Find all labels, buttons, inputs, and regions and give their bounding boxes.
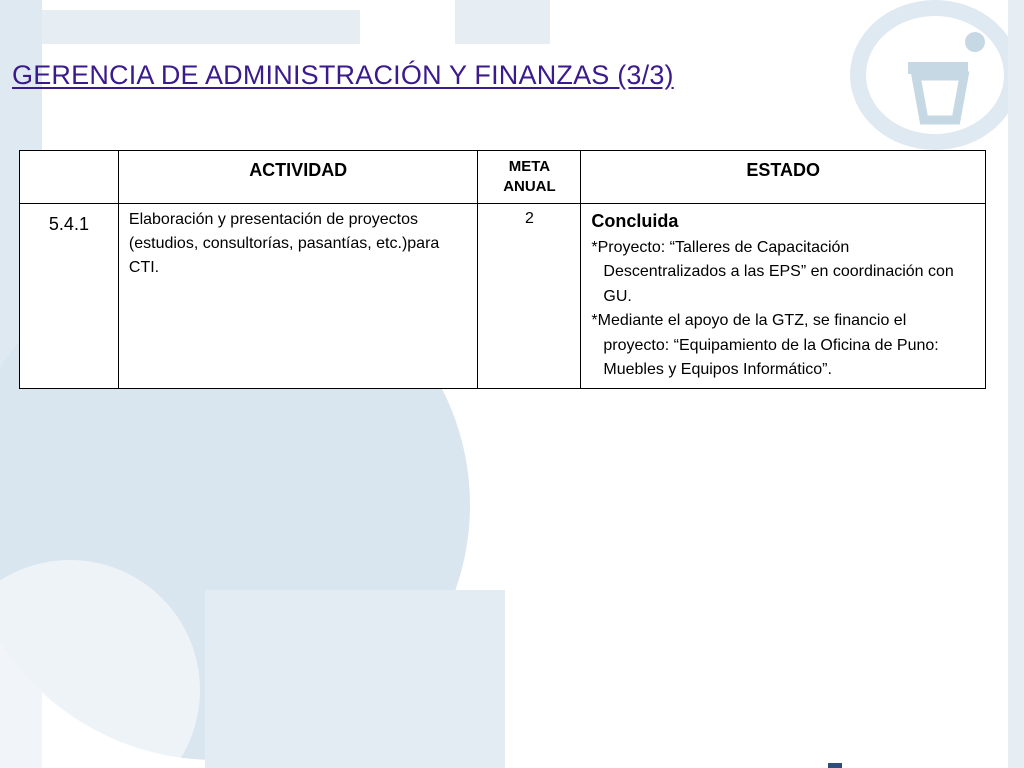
header-code [20, 151, 119, 204]
bg-top-band [42, 10, 360, 44]
header-goal-line1: META [508, 158, 551, 175]
status-item: *Mediante el apoyo de la GTZ, se financio el proyecto: “Equipamiento de la Oficina de Puno: Muebles y Equipos Informático”. [591, 312, 939, 378]
row-goal: 2 [478, 204, 581, 389]
bg-bottom-right-mark [828, 763, 842, 768]
table-header-row [20, 151, 986, 204]
row-status [581, 204, 986, 389]
page-title: GERENCIA DE ADMINISTRACIÓN Y FINANZAS (3/3) [12, 60, 674, 90]
header-status: ESTADO [581, 151, 986, 204]
status-title: Concluida [591, 211, 679, 231]
bg-top-square [455, 0, 550, 44]
header-activity: ACTIVIDAD [118, 151, 478, 204]
header-goal-line2: ANUAL [503, 178, 556, 195]
bg-right-strip [1008, 0, 1024, 768]
row-activity: Elaboración y presentación de proyectos (estudios, consultorías, pasantías, etc.)para CTI. [118, 204, 478, 389]
row-code: 5.4.1 [20, 204, 119, 389]
logo-watermark-icon [880, 20, 1000, 140]
activity-table [19, 150, 986, 389]
bg-bottom-square [205, 590, 505, 768]
header-goal [478, 151, 581, 204]
status-item: *Proyecto: “Talleres de Capacitación Descentralizados a las EPS” en coordinación con GU. [591, 238, 954, 305]
table-row [20, 204, 986, 389]
